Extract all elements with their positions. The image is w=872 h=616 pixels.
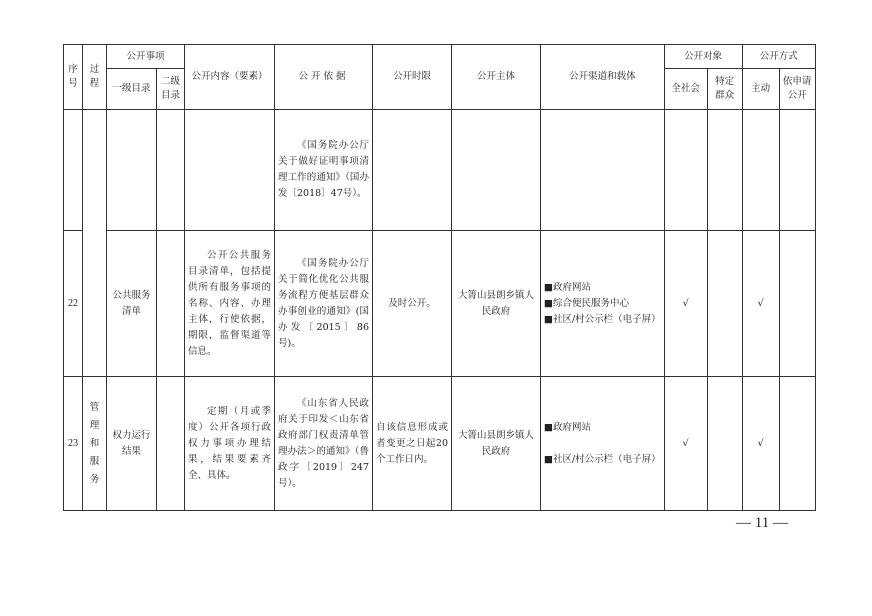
cell-level1 xyxy=(107,110,157,231)
header-row-1 xyxy=(64,45,816,69)
cell-all-society xyxy=(664,110,707,231)
header-items-group: 公开事项 xyxy=(107,45,185,69)
channel-item xyxy=(544,436,661,452)
header-basis: 公开依据 xyxy=(275,45,373,110)
cell-all-society: √ xyxy=(664,231,707,377)
cell-specific xyxy=(707,110,742,231)
cell-basis: 《国务院办公厅关于简化优化公共服务流程方便基层群众办事创业的通知》(国办发〔2015〕86号)。 xyxy=(275,231,373,377)
cell-seq: 22 xyxy=(64,231,83,377)
cell-active: √ xyxy=(742,377,779,511)
cell-specific xyxy=(707,231,742,377)
cell-subject: 大箐山县朗乡镇人民政府 xyxy=(452,231,541,377)
header-time: 公开时限 xyxy=(373,45,452,110)
cell-channels xyxy=(541,377,665,511)
cell-level2 xyxy=(157,110,185,231)
cell-content: 定期（月或季度）公开各项行政权力事项办理结果，结果要素齐全、具体。 xyxy=(185,377,275,511)
channel-item: ■政府网站 xyxy=(544,281,591,293)
cell-time: 及时公开。 xyxy=(373,231,452,377)
channel-item: ■综合便民服务中心 xyxy=(544,297,629,309)
channel-item: ■社区/村公示栏（电子屏） xyxy=(544,313,661,325)
header-subject: 公开主体 xyxy=(452,45,541,110)
table-row xyxy=(64,110,816,231)
cell-content: 公开公共服务目录清单，包括提供所有服务事项的名称、内容、办理主体，行使依据，期限，监督渠道等信息。 xyxy=(185,231,275,377)
cell-content xyxy=(185,110,275,231)
header-level1: 一级目录 xyxy=(107,69,157,110)
cell-basis: 《山东省人民政府关于印发＜山东省政府部门权责清单管理办法＞的通知》（鲁政字〔2019〕247号）。 xyxy=(275,377,373,511)
cell-active xyxy=(742,110,779,231)
header-active: 主动 xyxy=(742,69,779,110)
table-row xyxy=(64,377,816,511)
header-method-group: 公开方式 xyxy=(742,45,815,69)
header-process: 过程 xyxy=(83,45,107,110)
cell-level1: 公共服务清单 xyxy=(107,231,157,377)
cell-subject: 大箐山县朗乡镇人民政府 xyxy=(452,377,541,511)
cell-level2 xyxy=(157,231,185,377)
cell-channels xyxy=(541,110,665,231)
cell-all-society: √ xyxy=(664,377,707,511)
cell-active: √ xyxy=(742,231,779,377)
cell-process xyxy=(83,110,107,377)
cell-time xyxy=(373,110,452,231)
header-audience-group: 公开对象 xyxy=(664,45,742,69)
page-number: — 11 — xyxy=(736,515,788,531)
header-all-society: 全社会 xyxy=(664,69,707,110)
cell-level2 xyxy=(157,377,185,511)
header-specific: 特定群众 xyxy=(707,69,742,110)
header-channel: 公开渠道和载体 xyxy=(541,45,665,110)
cell-on-request xyxy=(779,110,815,231)
cell-channels xyxy=(541,231,665,377)
cell-on-request xyxy=(779,377,815,511)
cell-specific xyxy=(707,377,742,511)
table-row xyxy=(64,231,816,377)
cell-seq: 23 xyxy=(64,377,83,511)
cell-seq xyxy=(64,110,83,231)
header-level2: 二级目录 xyxy=(157,69,185,110)
cell-on-request xyxy=(779,231,815,377)
header-on-request: 依申请公开 xyxy=(779,69,815,110)
header-seq: 序号 xyxy=(64,45,83,110)
cell-subject xyxy=(452,110,541,231)
cell-level1: 权力运行结果 xyxy=(107,377,157,511)
channel-item: ■社区/村公示栏（电子屏） xyxy=(544,453,661,465)
disclosure-table xyxy=(63,44,816,511)
cell-process: 管理和服务 xyxy=(83,377,107,511)
cell-basis: 《国务院办公厅关于做好证明事项清理工作的通知》（国办发〔2018〕47号）。 xyxy=(275,110,373,231)
channel-item: ■政府网站 xyxy=(544,421,591,433)
cell-time: 自该信息形成或者变更之日起20个工作日内。 xyxy=(373,377,452,511)
header-content: 公开内容（要素） xyxy=(185,45,275,110)
